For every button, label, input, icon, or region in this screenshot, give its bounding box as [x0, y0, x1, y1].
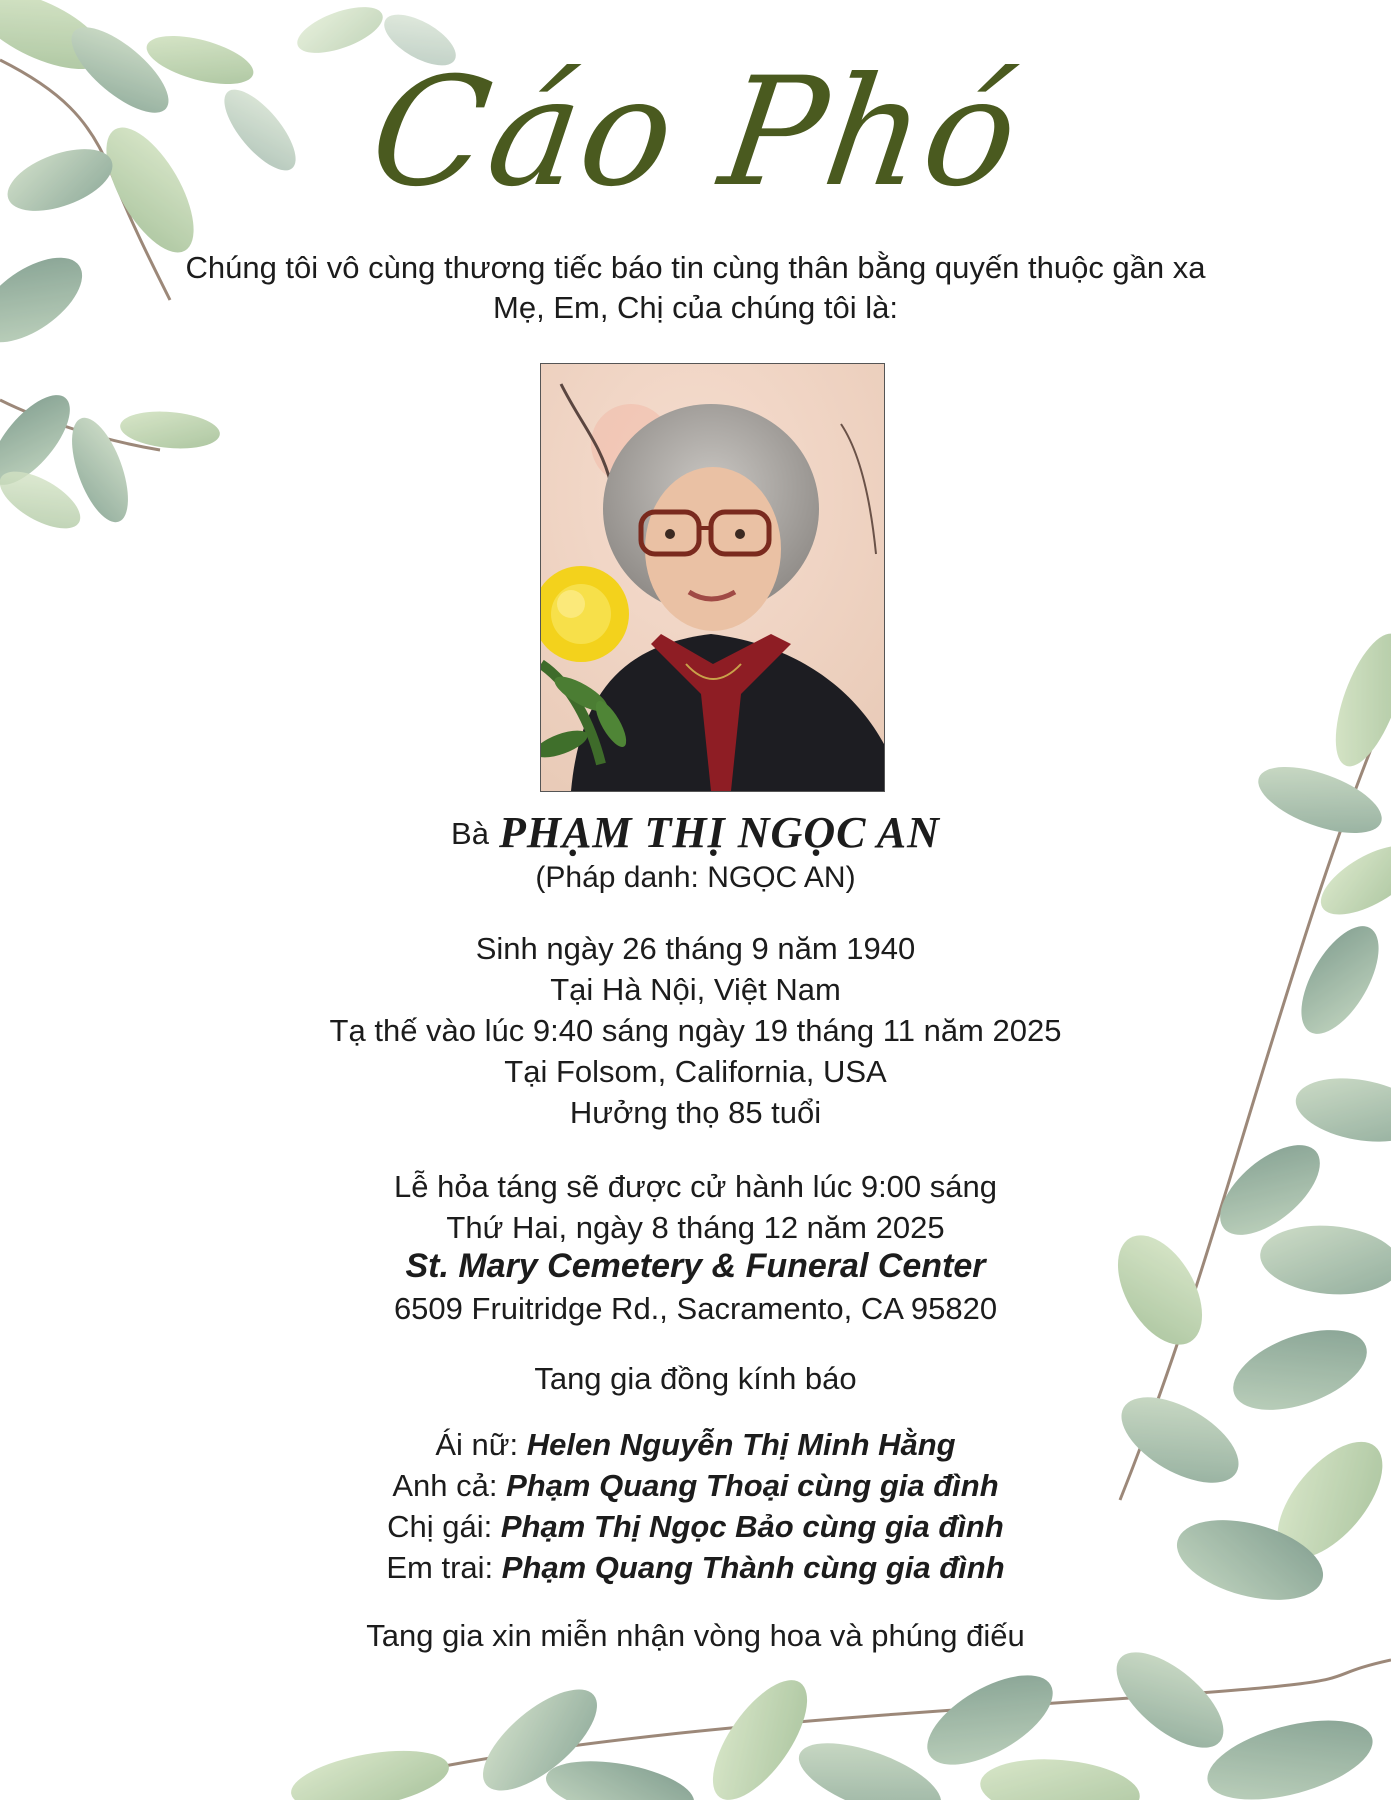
family-relation: Chị gái: — [387, 1509, 493, 1544]
place-of-death: Tại Folsom, California, USA — [504, 1054, 887, 1089]
deceased-name: PHẠM THỊ NGỌC AN — [498, 808, 940, 857]
family-name: Phạm Quang Thành cùng gia đình — [501, 1550, 1005, 1585]
birth-date: Sinh ngày 26 tháng 9 năm 1940 — [475, 931, 916, 966]
page-title: Cáo Phó — [361, 46, 1030, 220]
age: Hưởng thọ 85 tuổi — [569, 1095, 822, 1130]
death-date: Tạ thế vào lúc 9:40 sáng ngày 19 tháng 11 năm 2025 — [329, 1013, 1062, 1048]
intro-line-2: Mẹ, Em, Chị của chúng tôi là: — [493, 290, 898, 325]
family-relation: Anh cả: — [392, 1468, 498, 1503]
announcement: Tang gia đồng kính báo — [534, 1361, 857, 1396]
dharma-name: (Pháp danh: NGỌC AN) — [535, 861, 856, 894]
family-member — [0, 1424, 1391, 1465]
family-member — [0, 1506, 1391, 1547]
family-member — [0, 1547, 1391, 1588]
family-relation: Ái nữ: — [435, 1427, 519, 1462]
birthplace: Tại Hà Nội, Việt Nam — [550, 972, 841, 1007]
closing-note: Tang gia xin miễn nhận vòng hoa và phúng điếu — [366, 1618, 1025, 1653]
ceremony-venue: St. Mary Cemetery & Funeral Center — [405, 1247, 986, 1285]
family-name: Phạm Thị Ngọc Bảo cùng gia đình — [500, 1509, 1004, 1544]
family-relation: Em trai: — [386, 1550, 494, 1585]
family-name: Phạm Quang Thoại cùng gia đình — [506, 1468, 999, 1503]
intro-line-1: Chúng tôi vô cùng thương tiếc báo tin cùng thân bằng quyến thuộc gần xa — [185, 250, 1206, 285]
ceremony-time: Lễ hỏa táng sẽ được cử hành lúc 9:00 sáng — [393, 1169, 998, 1204]
portrait-photo — [540, 363, 885, 792]
family-name: Helen Nguyễn Thị Minh Hằng — [526, 1427, 956, 1462]
ceremony-date: Thứ Hai, ngày 8 tháng 12 năm 2025 — [446, 1210, 945, 1245]
family-member — [0, 1465, 1391, 1506]
honorific: Bà — [451, 816, 489, 851]
ceremony-address: 6509 Fruitridge Rd., Sacramento, CA 95820 — [393, 1291, 998, 1326]
